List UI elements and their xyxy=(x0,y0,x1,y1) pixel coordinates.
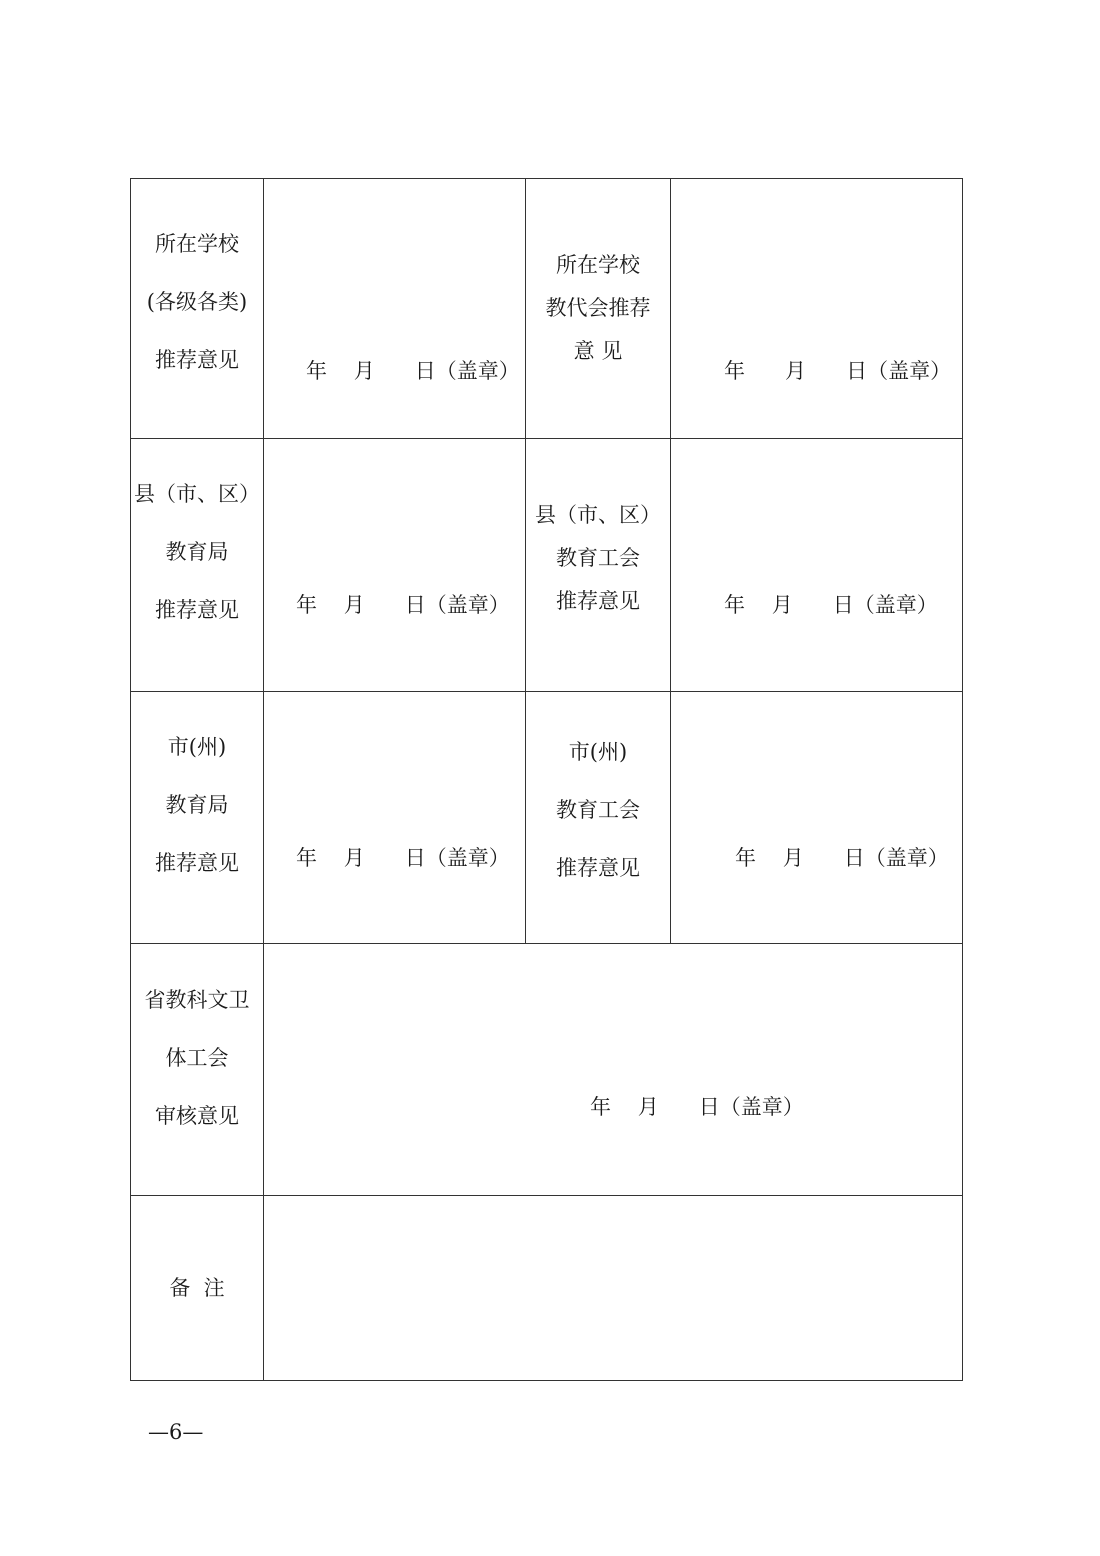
label-line: 教育工会 xyxy=(556,798,640,822)
label-line: 教育局 xyxy=(165,793,229,817)
date-stamp-line: 年 月 日（盖章） xyxy=(724,359,952,383)
label-line: 省教科文卫 xyxy=(144,988,250,1012)
label-line: 县（市、区） xyxy=(535,503,661,527)
label-line: 市(州) xyxy=(167,735,227,759)
label-line: 教育局 xyxy=(165,540,229,564)
label-line: 教代会推荐 xyxy=(545,296,651,320)
form-row-city xyxy=(131,692,963,944)
label-line: 推荐意见 xyxy=(155,851,239,875)
provincial-union-review-label-cell xyxy=(131,944,264,1196)
date-stamp-line: 年 月 日（盖章） xyxy=(296,846,510,870)
form-row-remarks xyxy=(131,1196,963,1381)
date-stamp-line: 年 月 日（盖章） xyxy=(735,846,949,870)
provincial-union-review-field[interactable] xyxy=(264,944,963,1196)
county-education-union-label-cell xyxy=(526,439,671,692)
label-line: 市(州) xyxy=(568,740,628,764)
label-line: 所在学校 xyxy=(155,232,239,256)
school-label-cell xyxy=(131,179,264,439)
recommendation-form-table xyxy=(130,178,963,1381)
city-education-union-opinion-field[interactable] xyxy=(671,692,963,944)
date-stamp-line: 年 月 日（盖章） xyxy=(724,593,938,617)
date-stamp-line: 年 月 日（盖章） xyxy=(590,1095,804,1119)
label-line: 教育工会 xyxy=(556,546,640,570)
teachers-congress-label-cell xyxy=(526,179,671,439)
date-stamp-line: 年 月 日（盖章） xyxy=(306,359,520,383)
page-number: —6— xyxy=(148,1420,204,1444)
teachers-congress-opinion-field[interactable] xyxy=(671,179,963,439)
label-line: 推荐意见 xyxy=(155,598,239,622)
form-row-provincial-review xyxy=(131,944,963,1196)
form-row-school xyxy=(131,179,963,439)
label-line: 推荐意见 xyxy=(556,589,640,613)
label-line: 体工会 xyxy=(165,1046,229,1070)
remarks-label: 备 注 xyxy=(169,1276,225,1300)
label-line: 所在学校 xyxy=(556,253,640,277)
label-line: 推荐意见 xyxy=(556,856,640,880)
label-line: (各级各类) xyxy=(146,290,248,314)
remarks-label-cell xyxy=(131,1196,264,1381)
county-education-bureau-label-cell xyxy=(131,439,264,692)
county-education-union-opinion-field[interactable] xyxy=(671,439,963,692)
label-line: 审核意见 xyxy=(155,1104,239,1128)
school-opinion-field[interactable] xyxy=(264,179,526,439)
city-education-bureau-label-cell xyxy=(131,692,264,944)
date-stamp-line: 年 月 日（盖章） xyxy=(296,593,510,617)
form-row-county xyxy=(131,439,963,692)
label-line: 县（市、区） xyxy=(134,482,260,506)
label-line: 推荐意见 xyxy=(155,348,239,372)
county-education-bureau-opinion-field[interactable] xyxy=(264,439,526,692)
label-line: 意 见 xyxy=(573,339,623,363)
remarks-field[interactable] xyxy=(264,1196,963,1381)
city-education-bureau-opinion-field[interactable] xyxy=(264,692,526,944)
city-education-union-label-cell xyxy=(526,692,671,944)
